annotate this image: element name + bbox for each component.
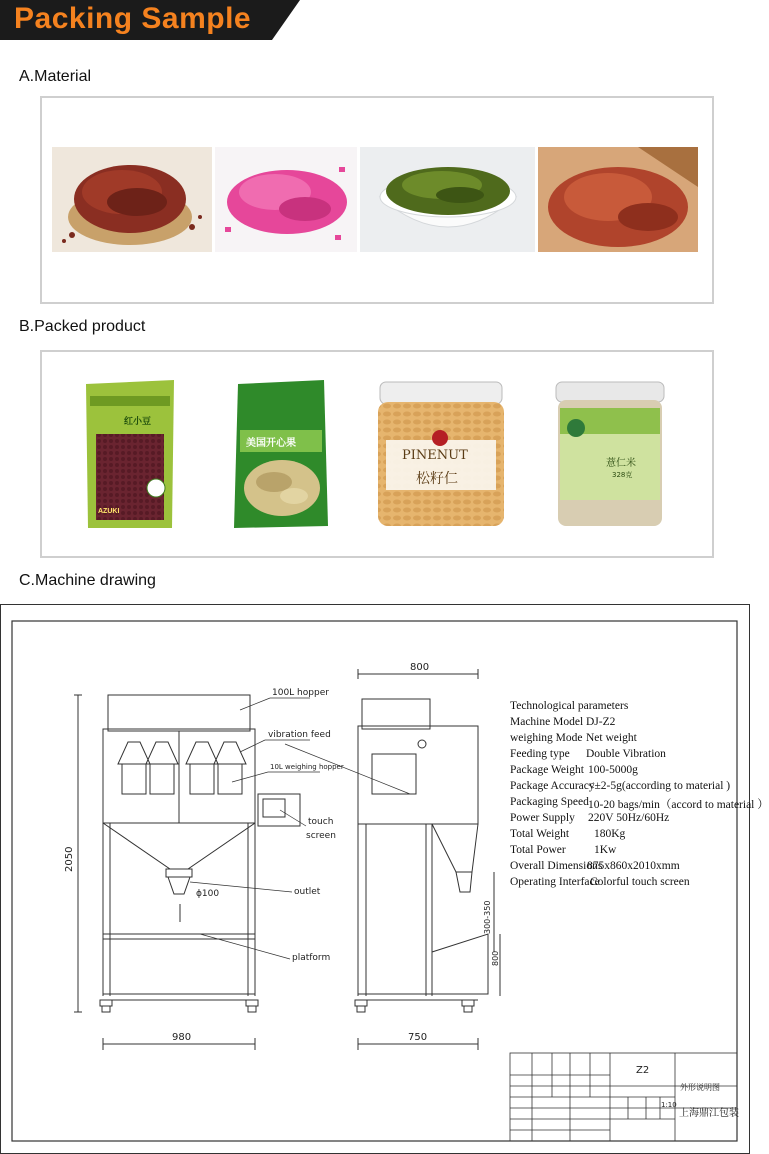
material-photo-red-peanuts	[538, 147, 698, 252]
param-value: 10-20 bags/min（accord to material ）	[588, 799, 769, 811]
bag1-brand-text: 红小豆	[124, 417, 152, 427]
param-key: Packaging Speed	[510, 796, 589, 808]
dim-platform-height: 800	[491, 950, 500, 966]
param-value: Net weight	[586, 732, 637, 744]
titleblock-model: Z2	[636, 1065, 650, 1076]
param-value: Double Vibration	[586, 748, 666, 760]
param-key: Package Accuracy	[510, 780, 595, 792]
label-outlet-diameter: ϕ100	[196, 889, 220, 899]
label-10l-weighing-hopper: 10L weighing hopper	[270, 763, 344, 771]
jar2-cn-text: 薏仁米	[606, 458, 636, 469]
param-value: 100-5000g	[588, 764, 638, 776]
section-drawing-label: C.Machine drawing	[19, 572, 156, 589]
titleblock-scale: 1:10	[661, 1101, 677, 1109]
jar1-title-text: PINENUT	[402, 448, 468, 463]
section-material-label: A.Material	[19, 68, 92, 85]
param-value: 1Kw	[594, 844, 617, 856]
bag2-title-text: 美国开心果	[246, 438, 296, 449]
param-value: 875x860x2010xmm	[587, 860, 680, 872]
param-key: Package Weight	[510, 764, 584, 776]
label-100l-hopper: 100L hopper	[272, 688, 329, 698]
label-vibration-feed: vibration feed	[268, 730, 331, 740]
packed-photo-pinenut-jar	[372, 378, 510, 528]
param-key: weighing Mode	[510, 732, 583, 744]
packed-photo-barley-jar	[554, 380, 666, 528]
titleblock-company: 上海鼎江包装	[679, 1108, 739, 1119]
param-key: Power Supply	[510, 812, 575, 824]
param-key: Total Weight	[510, 828, 570, 840]
dim-side-top: 800	[410, 662, 430, 673]
titleblock-name: 外形说明图	[680, 1083, 720, 1092]
jar2-weight-text: 328克	[612, 471, 633, 479]
param-key: Overall Dimensions	[510, 860, 603, 872]
param-value: Colorful touch screen	[590, 876, 690, 888]
material-photo-pink-pellets	[215, 147, 357, 252]
param-key: Feeding type	[510, 748, 570, 760]
material-photo-peppercorns	[52, 147, 212, 252]
dim-side-bottom: 750	[408, 1032, 428, 1043]
dim-height: 2050	[64, 846, 75, 872]
dim-outlet-height: 300-350	[483, 900, 492, 934]
param-key: Operating Interface	[510, 876, 600, 888]
material-photo-mung-beans	[360, 147, 535, 252]
param-key: Total Power	[510, 844, 566, 856]
dim-front-width: 980	[172, 1032, 192, 1043]
param-value: 180Kg	[594, 828, 626, 840]
packed-photo-red-bean-bag	[84, 378, 176, 530]
params-title: Technological parameters	[510, 700, 629, 712]
param-key: Machine Model	[510, 716, 584, 728]
section-packed-label: B.Packed product	[19, 318, 146, 335]
label-screen: screen	[306, 831, 336, 841]
param-value: <±2-5g(according to material )	[588, 780, 731, 792]
packed-photo-pistachio-bag	[232, 380, 330, 528]
jar1-cn-text: 松籽仁	[416, 471, 458, 487]
label-outlet: outlet	[294, 887, 321, 897]
label-touch: touch	[308, 817, 334, 827]
param-value: 220V 50Hz/60Hz	[588, 812, 670, 824]
param-value: DJ-Z2	[586, 716, 616, 728]
label-platform: platform	[292, 953, 331, 963]
page-title: Packing Sample	[14, 2, 252, 35]
bag1-sub-text: AZUKI	[98, 508, 120, 515]
